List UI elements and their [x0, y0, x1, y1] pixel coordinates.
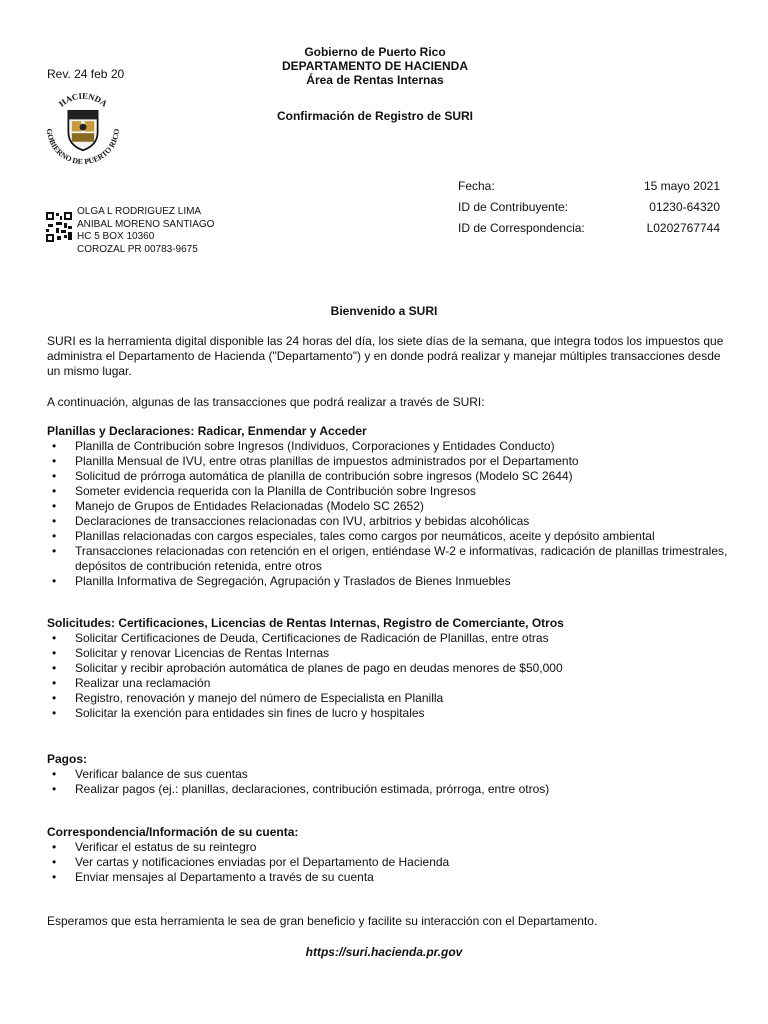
address-line: COROZAL PR 00783-9675	[77, 243, 198, 255]
meta-row-taxpayer-id	[458, 196, 720, 217]
list-item: • Solicitar la exención para entidades sin fines de lucro y hospitales	[47, 706, 737, 721]
list-item: • Declaraciones de transacciones relacionadas con IVU, arbitrios y bebidas alcohólicas	[47, 514, 737, 529]
revision-label: Rev. 24 feb 20	[47, 67, 125, 81]
mailing-address	[77, 206, 214, 256]
list-item: • Solicitar Certificaciones de Deuda, Certificaciones de Radicación de Planillas, entre otras	[47, 631, 737, 646]
bullet-list	[47, 840, 737, 885]
list-item: • Planilla de Contribución sobre Ingresos (Individuos, Corporaciones y Entidades Conducto)	[47, 439, 737, 454]
address-line: OLGA L RODRIGUEZ LIMA	[77, 206, 202, 217]
list-item: • Ver cartas y notificaciones enviadas por el Departamento de Hacienda	[47, 855, 737, 870]
list-item: • Registro, renovación y manejo del número de Especialista en Planilla	[47, 691, 737, 706]
list-item: • Transacciones relacionadas con retención en el origen, entiéndase W-2 e informativas, radicación de planillas trimestrales, depósitos de contribución retenida, entre otros	[47, 544, 737, 574]
list-item: • Solicitud de prórroga automática de planilla de contribución sobre ingresos (Modelo SC 2644)	[47, 469, 737, 484]
intro-paragraph: SURI es la herramienta digital disponible las 24 horas del día, los siete días de la semana, que integra todos los impuestos que administra el Departamento de Hacienda ("Departamento") y en donde podrá realizar y manejar múltiples transacciones desde un mismo lugar.	[47, 334, 724, 378]
list-item: • Verificar el estatus de su reintegro	[47, 840, 737, 855]
document-meta	[458, 175, 720, 238]
meta-value: L0202767744	[646, 220, 720, 235]
bullet-list	[47, 631, 737, 721]
welcome-heading: Bienvenido a SURI	[330, 304, 438, 318]
list-item: • Solicitar y recibir aprobación automática de planes de pago en deudas menores de $50,000	[47, 661, 737, 676]
section-solicitudes	[47, 616, 737, 721]
list-item: • Planilla Mensual de IVU, entre otras planillas de impuestos administrados por el Departamento	[47, 454, 737, 469]
letterhead-government: Gobierno de Puerto Rico	[304, 45, 446, 59]
section-heading: Correspondencia/Información de su cuenta:	[47, 825, 299, 839]
closing-paragraph: Esperamos que esta herramienta le sea de gran beneficio y facilite su interacción con el Departamento.	[47, 914, 598, 928]
svg-text:GOBIERNO DE PUERTO RICO: GOBIERNO DE PUERTO RICO	[44, 128, 122, 167]
address-line: HC 5 BOX 10360	[77, 231, 155, 242]
suri-website-link[interactable]: https://suri.hacienda.pr.gov	[305, 945, 463, 959]
hacienda-seal-logo	[40, 85, 126, 171]
meta-label: ID de Contribuyente:	[458, 199, 569, 214]
list-item: • Realizar pagos (ej.: planillas, declaraciones, contribución estimada, prórroga, entre otros)	[47, 782, 737, 797]
list-item: • Enviar mensajes al Departamento a través de su cuenta	[47, 870, 737, 885]
section-heading: Pagos:	[47, 752, 88, 766]
meta-label: ID de Correspondencia:	[458, 220, 585, 235]
address-line: ANIBAL MORENO SANTIAGO	[77, 218, 215, 230]
letterhead-department: DEPARTAMENTO DE HACIENDA	[281, 59, 468, 73]
bullet-list	[47, 439, 737, 589]
intro-paragraph-2: A continuación, algunas de las transacciones que podrá realizar a través de SURI:	[47, 395, 485, 409]
list-item: • Planilla Informativa de Segregación, Agrupación y Traslados de Bienes Inmuebles	[47, 574, 737, 589]
document-title: Confirmación de Registro de SURI	[276, 109, 474, 123]
meta-row-correspondence-id	[458, 217, 720, 238]
meta-value: 15 mayo 2021	[643, 178, 720, 193]
letterhead	[200, 45, 550, 87]
qr-code	[46, 212, 72, 242]
list-item: • Someter evidencia requerida con la Planilla de Contribución sobre Ingresos	[47, 484, 737, 499]
list-item: • Manejo de Grupos de Entidades Relacionadas (Modelo SC 2652)	[47, 499, 737, 514]
bullet-list	[47, 767, 737, 797]
section-heading: Planillas y Declaraciones: Radicar, Enmendar y Acceder	[47, 424, 367, 438]
meta-row-date	[458, 175, 720, 196]
section-planillas	[47, 424, 737, 589]
section-correspondencia	[47, 825, 737, 885]
letterhead-area: Área de Rentas Internas	[306, 73, 444, 87]
list-item: • Planillas relacionadas con cargos especiales, tales como cargos por neumáticos, aceite y depósito ambiental	[47, 529, 737, 544]
section-heading: Solicitudes: Certificaciones, Licencias de Rentas Internas, Registro de Comerciante, Otros	[47, 616, 564, 630]
list-item: • Verificar balance de sus cuentas	[47, 767, 737, 782]
section-pagos	[47, 752, 737, 797]
meta-label: Fecha:	[458, 178, 495, 193]
meta-value: 01230-64320	[649, 199, 720, 214]
svg-text:HACIENDA: HACIENDA	[56, 90, 110, 109]
list-item: • Solicitar y renovar Licencias de Rentas Internas	[47, 646, 737, 661]
list-item: • Realizar una reclamación	[47, 676, 737, 691]
